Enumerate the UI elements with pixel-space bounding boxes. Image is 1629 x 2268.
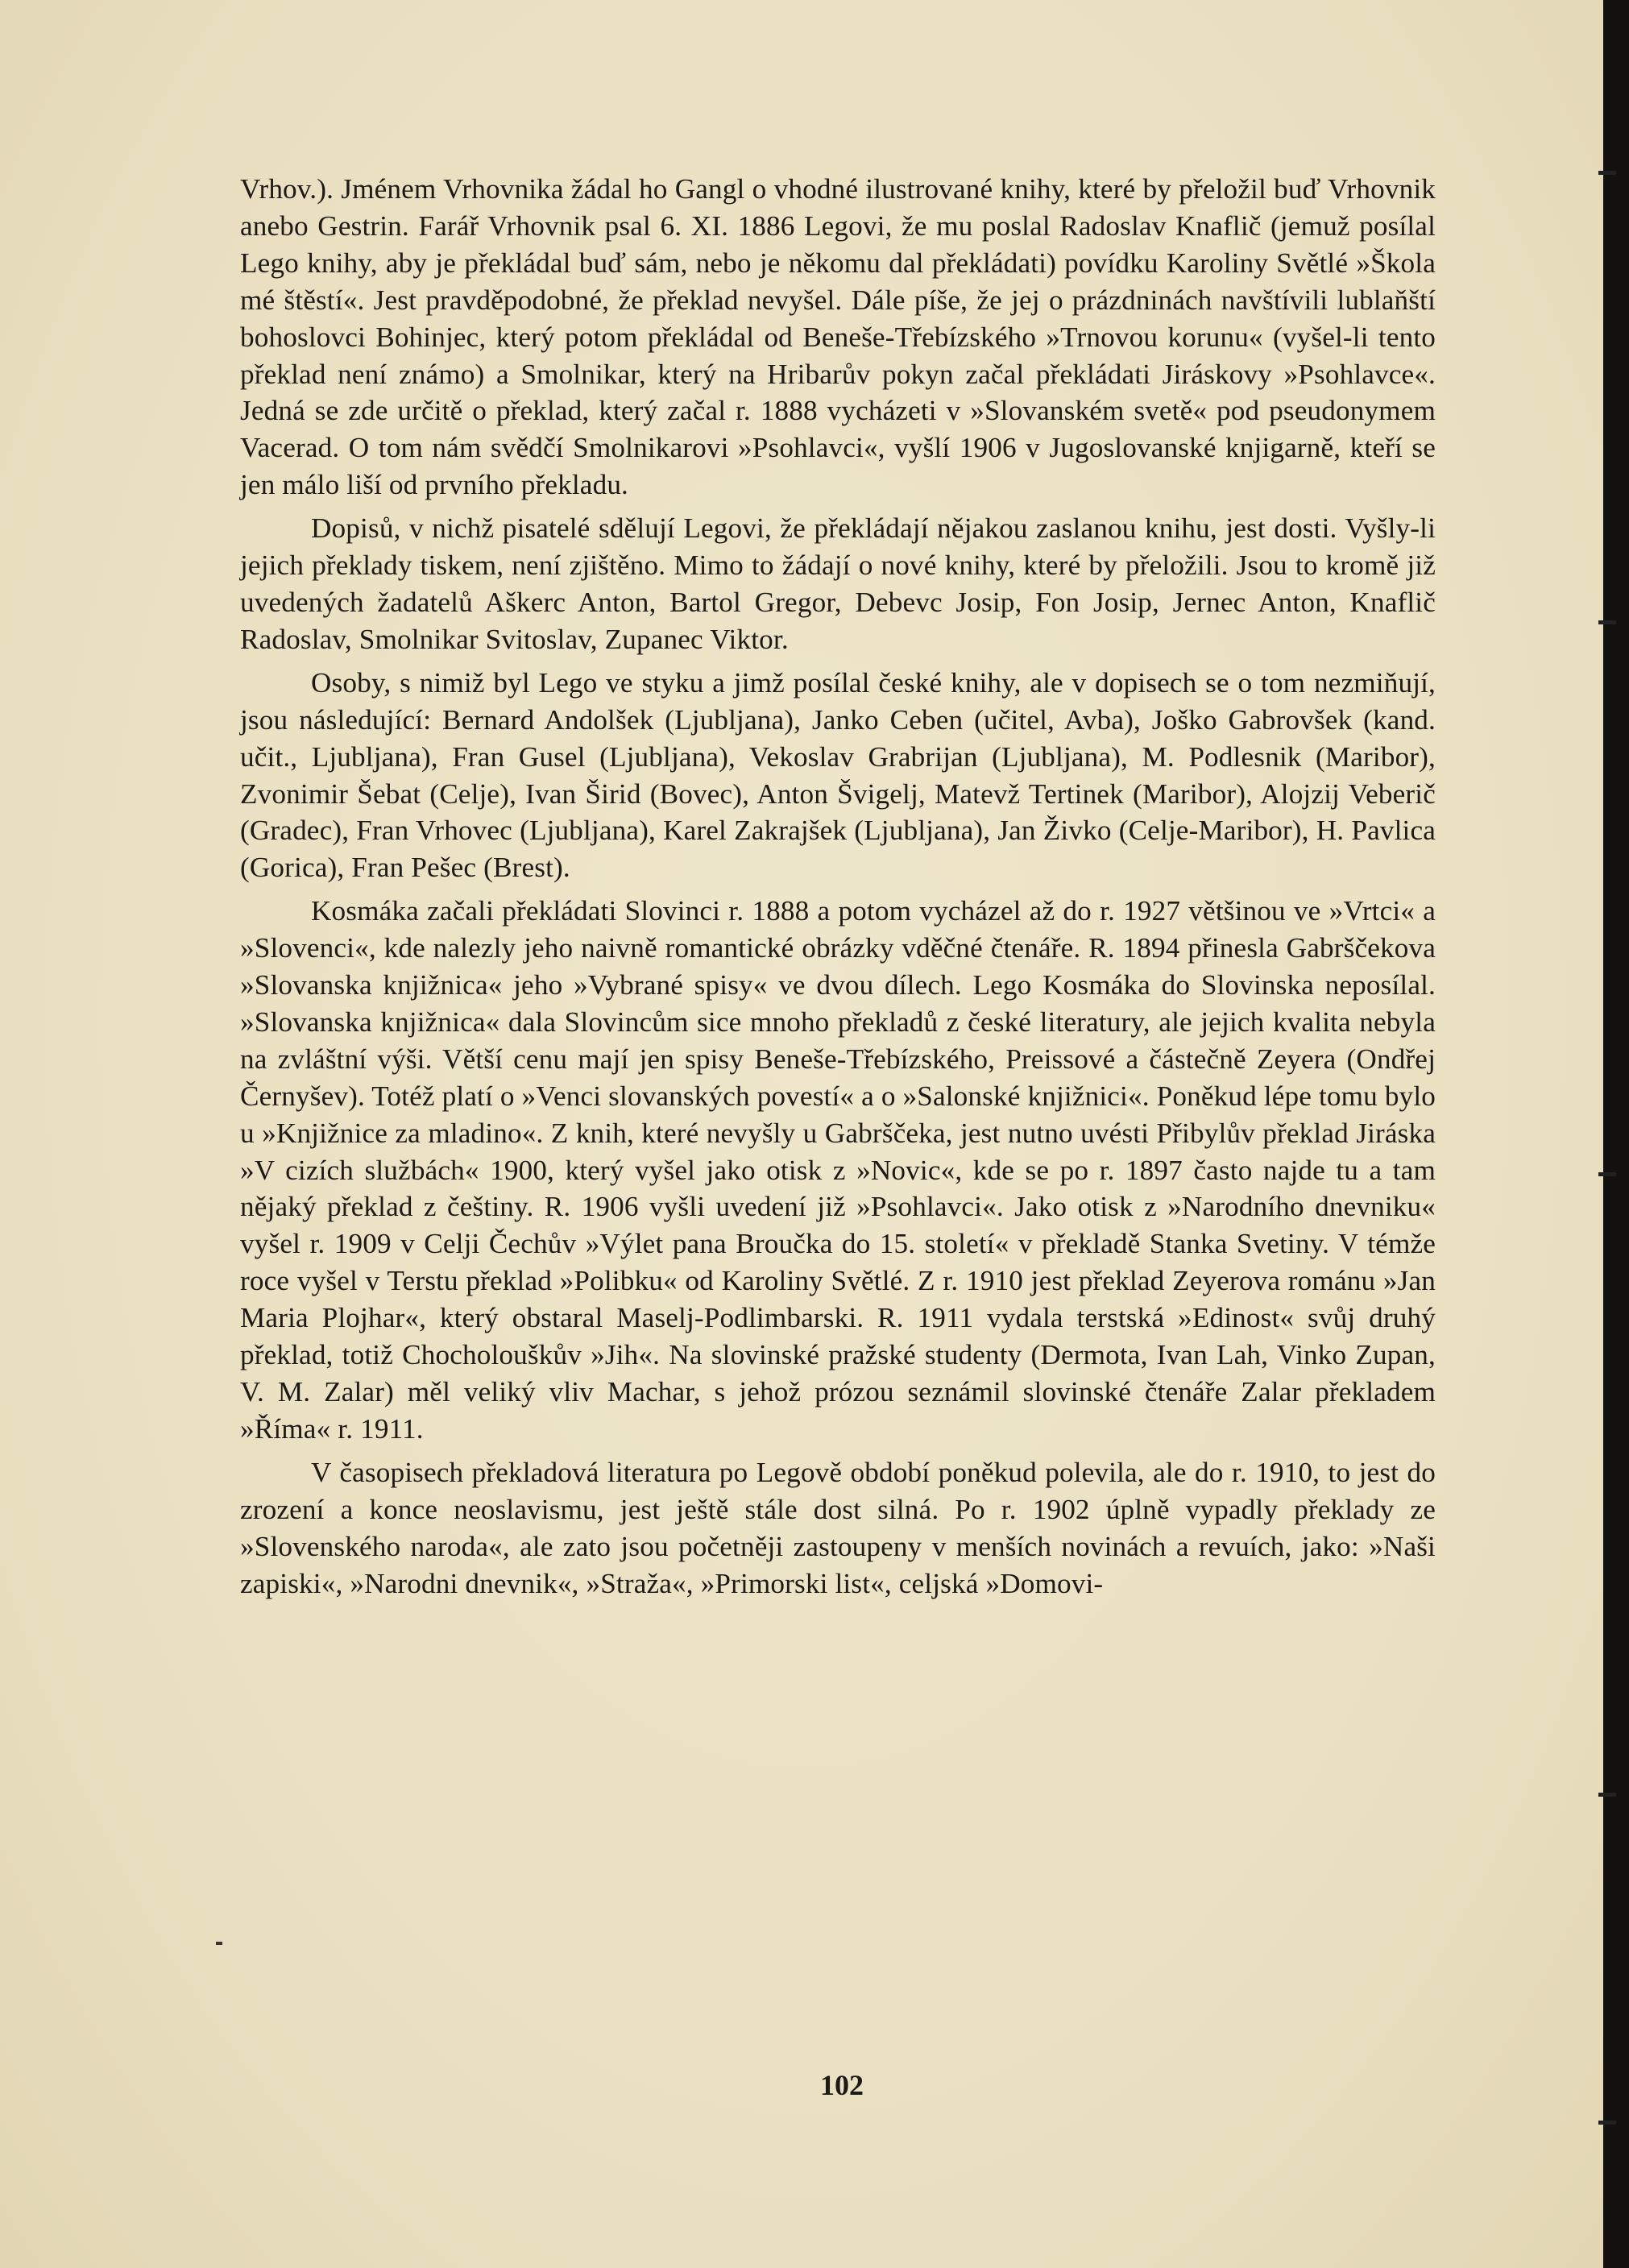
margin-mark [216,1942,222,1945]
paragraph-5: V časopisech překladová literatura po Legově období poněkud polevila, ale do r. 1910, to jest do zrození a konce neoslavismu, jest ještě stále dost silná. Po r. 1902 úplně vypadly překlady ze »Slovenského naroda«, ale zato jsou početněji zastoupeny v menších novinách a revuích, jako: »Naši zapiski«, »Narodni dnevnik«, »Straža«, »Primorski list«, celjská »Domovi- [240,1456,1436,1599]
book-binding-edge [1603,0,1629,2268]
paragraph-3: Osoby, s nimiž byl Lego ve styku a jimž posílal české knihy, ale v dopisech se o tom nezmiňují, jsou následující: Bernard Andolšek (Ljubljana), Janko Ceben (učitel, Avba), Joško Gabrovšek (kand. učit., Ljubljana), Fran Gusel (Ljubljana), Vekoslav Grabrijan (Ljubljana), M. Podlesnik (Maribor), Zvonimir Šebat (Celje), Ivan Širid (Bovec), Anton Švigelj, Matevž Tertinek (Maribor), Alojzij Veberič (Gradec), Fran Vrhovec (Ljubljana), Karel Zakrajšek (Ljubljana), Jan Živko (Celje-Maribor), H. Pavlica (Gorica), Fran Pešec (Brest). [240,666,1436,884]
paragraph-4: Kosmáka začali překládati Slovinci r. 1888 a potom vycházel až do r. 1927 většinou ve »Vrtci« a »Slovenci«, kde nalezly jeho naivně romantické obrázky vděčné čtenáře. R. 1894 přinesla Gabrščekova »Slovanska knjižnica« jeho »Vybrané spisy« ve dvou dílech. Lego Kosmáka do Slovinska neposílal. »Slovanska knjižnica« dala Slovincům sice mnoho překladů z české literatury, ale jejich kvalita nebyla na zvláštní výši. Větší cenu mají jen spisy Beneše-Třebízského, Preissové a částečně Zeyera (Ondřej Černyšev). Totéž platí o »Venci slovanských povestí« a o »Salonské knjižnici«. Poněkud lépe tomu bylo u »Knjižnice za mladino«. Z knih, které nevyšly u Gabrščeka, jest nutno uvésti Přibylův překlad Jiráska »V cizích službách« 1900, který vyšel jako otisk z »Novic«, kde se po r. 1897 často najde tu a tam nějaký překlad z češtiny. R. 1906 vyšli uvedení již »Psohlavci«. Jako otisk z »Narodního dnevniku« vyšel r. 1909 v Celji Čechův »Výlet pana Broučka do 15. století« v překladě Stanka Svetiny. V témže roce vyšel v Terstu překlad »Polibku« od Karoliny Světlé. Z r. 1910 jest překlad Zeyerova románu »Jan Maria Plojhar«, který obstaral Maselj-Podlimbarski. R. 1911 vydala terstská »Edinost« svůj druhý překlad, totiž Chocholouškův »Jih«. Na slovinské pražské studenty (Dermota, Ivan Lah, Vinko Zupan, V. M. Zalar) měl veliký vliv Machar, s jehož prózou seznámil slovinské čtenáře Zalar překladem »Říma« r. 1911. [240,895,1436,1445]
binding-tick [1598,1172,1616,1176]
binding-tick [1598,1793,1616,1797]
paragraph-1: Vrhov.). Jménem Vrhovnika žádal ho Gangl o vhodné ilustrované knihy, které by přeložil buď Vrhovnik anebo Gestrin. Farář Vrhovnik psal 6. XI. 1886 Legovi, že mu poslal Radoslav Knaflič (jemuž posílal Lego knihy, aby je překládal buď sám, nebo je někomu dal překládati) povídku Karoliny Světlé »Škola mé štěstí«. Jest pravděpodobné, že překlad nevyšel. Dále píše, že jej o prázdninách navštívili lublaňští bohoslovci Bohinjec, který potom překládal od Beneše-Třebízského »Trnovou korunu« (vyšel-li tento překlad není známo) a Smolnikar, který na Hribarův pokyn začal překládati Jiráskovy »Psohlavce«. Jedná se zde určitě o překlad, který začal r. 1888 vycházeti v »Slovanském svetě« pod pseudonymem Vacerad. O tom nám svědčí Smolnikarovi »Psohlavci«, vyšlí 1906 v Jugoslovanské knjigarně, kteří se jen málo liší od prvního překladu. [240,173,1436,501]
body-text [240,171,1436,1602]
page-number: 102 [820,2069,864,2101]
binding-tick [1598,620,1616,624]
binding-tick [1598,2121,1616,2125]
paragraph-2: Dopisů, v nichž pisatelé sdělují Legovi, že překládají nějakou zaslanou knihu, jest dosti. Vyšly-li jejich překlady tiskem, není zjištěno. Mimo to žádají o nové knihy, které by přeložili. Jsou to kromě již uvedených žadatelů Aškerc Anton, Bartol Gregor, Debevc Josip, Fon Josip, Jernec Anton, Knaflič Radoslav, Smolnikar Svitoslav, Zupanec Viktor. [240,512,1436,655]
binding-tick [1598,171,1616,175]
